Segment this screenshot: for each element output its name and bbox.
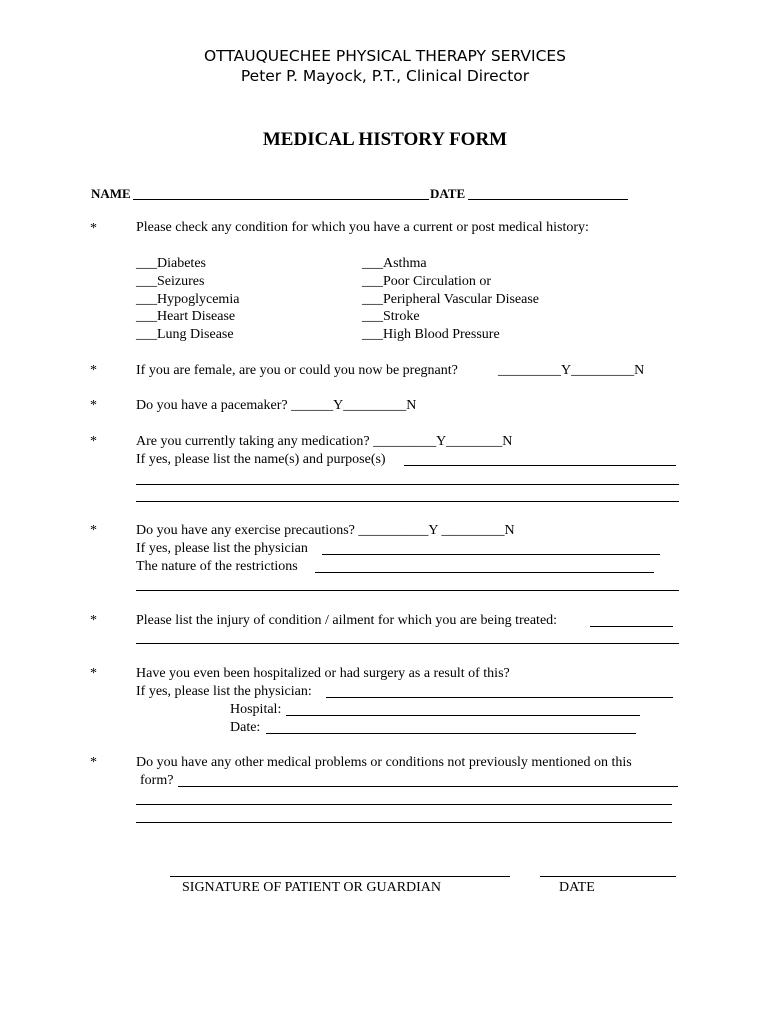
exercise-extra-line[interactable] bbox=[136, 590, 679, 591]
other-problems-field[interactable] bbox=[178, 786, 678, 787]
condition-lung-disease[interactable]: ___Lung Disease bbox=[136, 327, 234, 342]
condition-asthma[interactable]: ___Asthma bbox=[362, 256, 427, 271]
conditions-prompt: Please check any condition for which you have a current or post medical history: bbox=[136, 220, 589, 235]
other-problems-question: Do you have any other medical problems or conditions not previously mentioned on this bbox=[136, 755, 632, 770]
date-field[interactable] bbox=[468, 199, 628, 200]
injury-field[interactable] bbox=[590, 626, 673, 627]
signature-line[interactable] bbox=[170, 876, 510, 877]
bullet: * bbox=[90, 363, 97, 378]
bullet: * bbox=[90, 398, 97, 413]
medication-extra-line[interactable] bbox=[136, 484, 679, 485]
exercise-question[interactable]: Do you have any exercise precautions? __________Y _________N bbox=[136, 523, 515, 538]
exercise-nature-label: The nature of the restrictions bbox=[136, 559, 298, 574]
bullet: * bbox=[90, 666, 97, 681]
medication-extra-line[interactable] bbox=[136, 501, 679, 502]
exercise-nature-field[interactable] bbox=[315, 572, 654, 573]
form-title: MEDICAL HISTORY FORM bbox=[262, 129, 508, 150]
signature-date-label: DATE bbox=[559, 880, 595, 895]
hosp-physician-label: If yes, please list the physician: bbox=[136, 684, 312, 699]
signature-label: SIGNATURE OF PATIENT OR GUARDIAN bbox=[182, 880, 442, 895]
pacemaker-question[interactable]: Do you have a pacemaker? ______Y_________N bbox=[136, 398, 417, 413]
other-problems-extra-line[interactable] bbox=[136, 804, 672, 805]
clinic-name: OTTAUQUECHEE PHYSICAL THERAPY SERVICES bbox=[203, 47, 567, 65]
bullet: * bbox=[90, 755, 97, 770]
bullet: * bbox=[90, 613, 97, 628]
name-field[interactable] bbox=[133, 199, 429, 200]
hospitalized-question: Have you even been hospitalized or had surgery as a result of this? bbox=[136, 666, 510, 681]
bullet: * bbox=[90, 434, 97, 449]
pregnant-yn-field[interactable]: _________Y_________N bbox=[498, 363, 645, 378]
condition-peripheral-vascular[interactable]: ___Peripheral Vascular Disease bbox=[362, 292, 540, 307]
condition-stroke[interactable]: ___Stroke bbox=[362, 309, 420, 324]
condition-seizures[interactable]: ___Seizures bbox=[136, 274, 205, 289]
hosp-date-label: Date: bbox=[230, 720, 261, 735]
medication-list-field[interactable] bbox=[404, 465, 676, 466]
pregnant-question: If you are female, are you or could you now be pregnant? bbox=[136, 363, 458, 378]
name-label: NAME bbox=[91, 186, 131, 201]
medication-list-label: If yes, please list the name(s) and purpose(s) bbox=[136, 452, 386, 467]
condition-diabetes[interactable]: ___Diabetes bbox=[136, 256, 206, 271]
other-problems-form-label: form? bbox=[140, 773, 174, 788]
condition-high-blood-pressure[interactable]: ___High Blood Pressure bbox=[362, 327, 500, 342]
injury-question: Please list the injury of condition / ailment for which you are being treated: bbox=[136, 613, 558, 628]
condition-poor-circulation[interactable]: ___Poor Circulation or bbox=[362, 274, 492, 289]
medication-question[interactable]: Are you currently taking any medication? _________Y________N bbox=[136, 434, 513, 449]
exercise-physician-field[interactable] bbox=[322, 554, 660, 555]
other-problems-extra-line[interactable] bbox=[136, 822, 672, 823]
hosp-date-field[interactable] bbox=[266, 733, 636, 734]
clinical-director: Peter P. Mayock, P.T., Clinical Director bbox=[240, 67, 530, 85]
injury-extra-line[interactable] bbox=[136, 643, 679, 644]
date-label: DATE bbox=[430, 186, 466, 201]
hosp-hospital-field[interactable] bbox=[286, 715, 640, 716]
condition-hypoglycemia[interactable]: ___Hypoglycemia bbox=[136, 292, 240, 307]
bullet: * bbox=[90, 523, 97, 538]
hosp-hospital-label: Hospital: bbox=[230, 702, 282, 717]
hosp-physician-field[interactable] bbox=[326, 697, 673, 698]
signature-date-line[interactable] bbox=[540, 876, 676, 877]
bullet: * bbox=[90, 221, 97, 236]
exercise-physician-label: If yes, please list the physician bbox=[136, 541, 308, 556]
condition-heart-disease[interactable]: ___Heart Disease bbox=[136, 309, 236, 324]
